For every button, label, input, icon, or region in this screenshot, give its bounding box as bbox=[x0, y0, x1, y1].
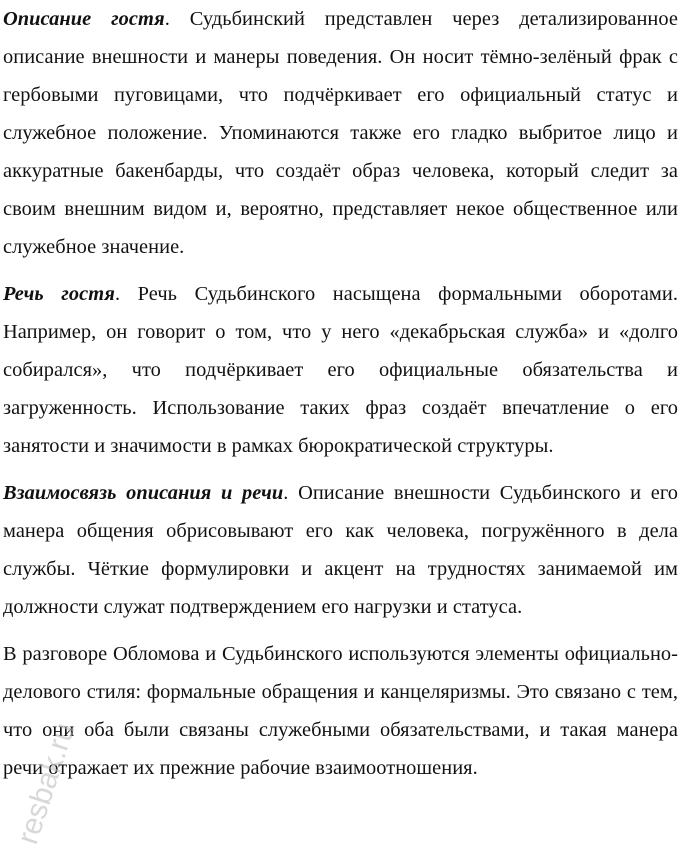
paragraph-text: . Речь Судьбинского насыщена формальными оборотами. Например, он говорит о том, что у него «декабрьская служба» и «долго собирался», что подчёркивает его официальные обязательства и загруженность. Использование таких фраз создаёт впечатление о его занятости и значимости в рамках бюрократической структуры. bbox=[3, 283, 678, 457]
paragraph-text: В разговоре Обломова и Судьбинского используются элементы официально-делового стиля: формальные обращения и канцеляризмы. Это связано с тем, что они оба были связаны служебными обязательствами, и такая манера речи отражает их прежние рабочие взаимоотношения. bbox=[3, 643, 678, 779]
watermark-text: resbak.ru bbox=[14, 719, 82, 849]
document-page bbox=[3, 0, 678, 796]
paragraph-guest-speech bbox=[3, 275, 678, 465]
paragraph-lead: Взаимосвязь описания и речи bbox=[3, 482, 284, 504]
paragraph-description-speech-link bbox=[3, 474, 678, 626]
paragraph-text: . Описание внешности Судьбинского и его манера общения обрисовывают его как человека, погружённого в дела службы. Чёткие формулировки и акцент на трудностях занимаемой им должности служат подтверждением его нагрузки и статуса. bbox=[3, 482, 678, 618]
paragraph-guest-description bbox=[3, 0, 678, 266]
paragraph-conclusion bbox=[3, 635, 678, 787]
paragraph-lead: Описание гостя bbox=[3, 8, 165, 30]
paragraph-lead: Речь гостя bbox=[3, 283, 115, 305]
paragraph-text: . Судьбинский представлен через детализированное описание внешности и манеры поведения. Он носит тёмно-зелёный фрак с гербовыми пуговицами, что подчёркивает его официальный статус и служебное положение. Упоминаются также его гладко выбритое лицо и аккуратные бакенбарды, что создаёт образ человека, который следит за своим внешним видом и, вероятно, представляет некое общественное или служебное значение. bbox=[3, 8, 678, 258]
